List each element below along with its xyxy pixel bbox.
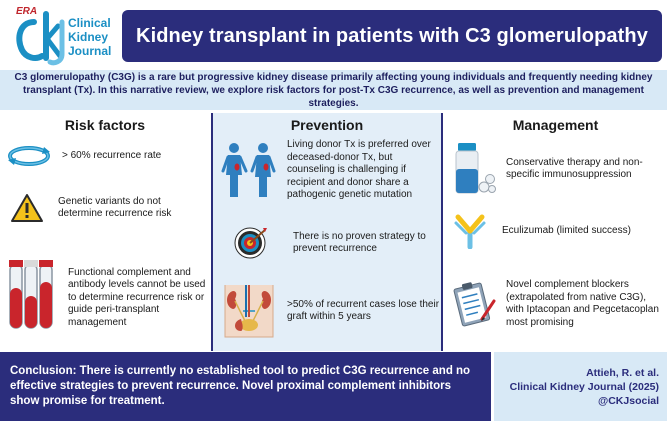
prevention-column (211, 113, 443, 351)
citation-journal: Clinical Kidney Journal (2025) (509, 380, 659, 393)
title-banner (122, 10, 662, 62)
recurrence-cycle-icon (6, 143, 52, 169)
management-item-eculizumab (452, 213, 664, 249)
target-icon (233, 226, 267, 260)
antibody-icon (452, 213, 488, 249)
risk-text-genetic: Genetic variants do not determine recurrence risk (58, 195, 172, 219)
intro-text: C3 glomerulopathy (C3G) is a rare but progressive kidney disease primarily affecting young individuals and frequently needing kidney transplant (Tx). In this narrative review, we explore risk factors for post-Tx C3G recurrence, as well as prevention and management strategies. (14, 71, 653, 109)
citation-authors: Attieh, R. et al. (586, 366, 659, 379)
management-item-conservative (452, 141, 664, 197)
prevention-item-strategy (233, 226, 441, 260)
warning-sign-icon (10, 193, 44, 223)
journal-name: Clinical Kidney Journal (68, 16, 112, 58)
management-text-eculizumab: Eculizumab (limited success) (502, 224, 631, 236)
conclusion-banner (0, 352, 491, 421)
donor-recipient-icon (219, 141, 279, 199)
management-item-novel (452, 279, 666, 329)
risk-item-complement (6, 258, 206, 338)
management-column (444, 113, 667, 351)
blood-test-tubes-icon (6, 258, 56, 338)
prevention-item-graft (219, 279, 441, 343)
risk-item-recurrence (6, 143, 206, 169)
page-title: Kidney transplant in patients with C3 glomerulopathy (136, 24, 648, 47)
citation-social-handle[interactable]: @CKJsocial (597, 394, 659, 407)
ckj-logo-icon (8, 8, 68, 68)
risk-factors-column (0, 113, 210, 351)
risk-text-recurrence: > 60% recurrence rate (62, 149, 162, 161)
management-text-novel: Novel complement blockers (extrapolated from native C3G), with Iptacopan and Pegcetacoplan most promising (506, 279, 659, 328)
header (0, 0, 667, 72)
prevention-item-donor (219, 139, 441, 202)
risk-text-complement: Functional complement and antibody levels cannot be used to determine recurrence risk or guide peri-transplant management (68, 266, 206, 328)
prevention-heading: Prevention (290, 117, 364, 133)
risk-item-genetic (10, 193, 206, 223)
citation-block (494, 352, 667, 421)
clipboard-icon (452, 279, 496, 329)
risk-factors-heading: Risk factors (64, 117, 146, 133)
intro-banner (0, 70, 667, 110)
prevention-text-strategy: There is no proven strategy to prevent recurrence (293, 230, 426, 254)
conclusion-text: Conclusion: There is currently no established tool to predict C3G recurrence and no effective strategies to prevent recurrence. Novel proximal complement inhibitors show promise for treatment. (10, 365, 471, 407)
journal-logo[interactable] (4, 4, 122, 68)
medicine-bottle-icon (452, 141, 496, 197)
management-heading: Management (512, 117, 599, 133)
prevention-text-graft: >50% of recurrent cases lose their graft within 5 years (287, 298, 440, 322)
management-text-conservative: Conservative therapy and non-specific immunosuppression (506, 156, 643, 180)
prevention-text-donor: Living donor Tx is preferred over deceased-donor Tx, but counseling is challenging if recipient and donor share a pathogenic genetic mutation (287, 139, 431, 200)
era-label: ERA (16, 6, 38, 17)
kidney-graft-icon (219, 279, 279, 343)
